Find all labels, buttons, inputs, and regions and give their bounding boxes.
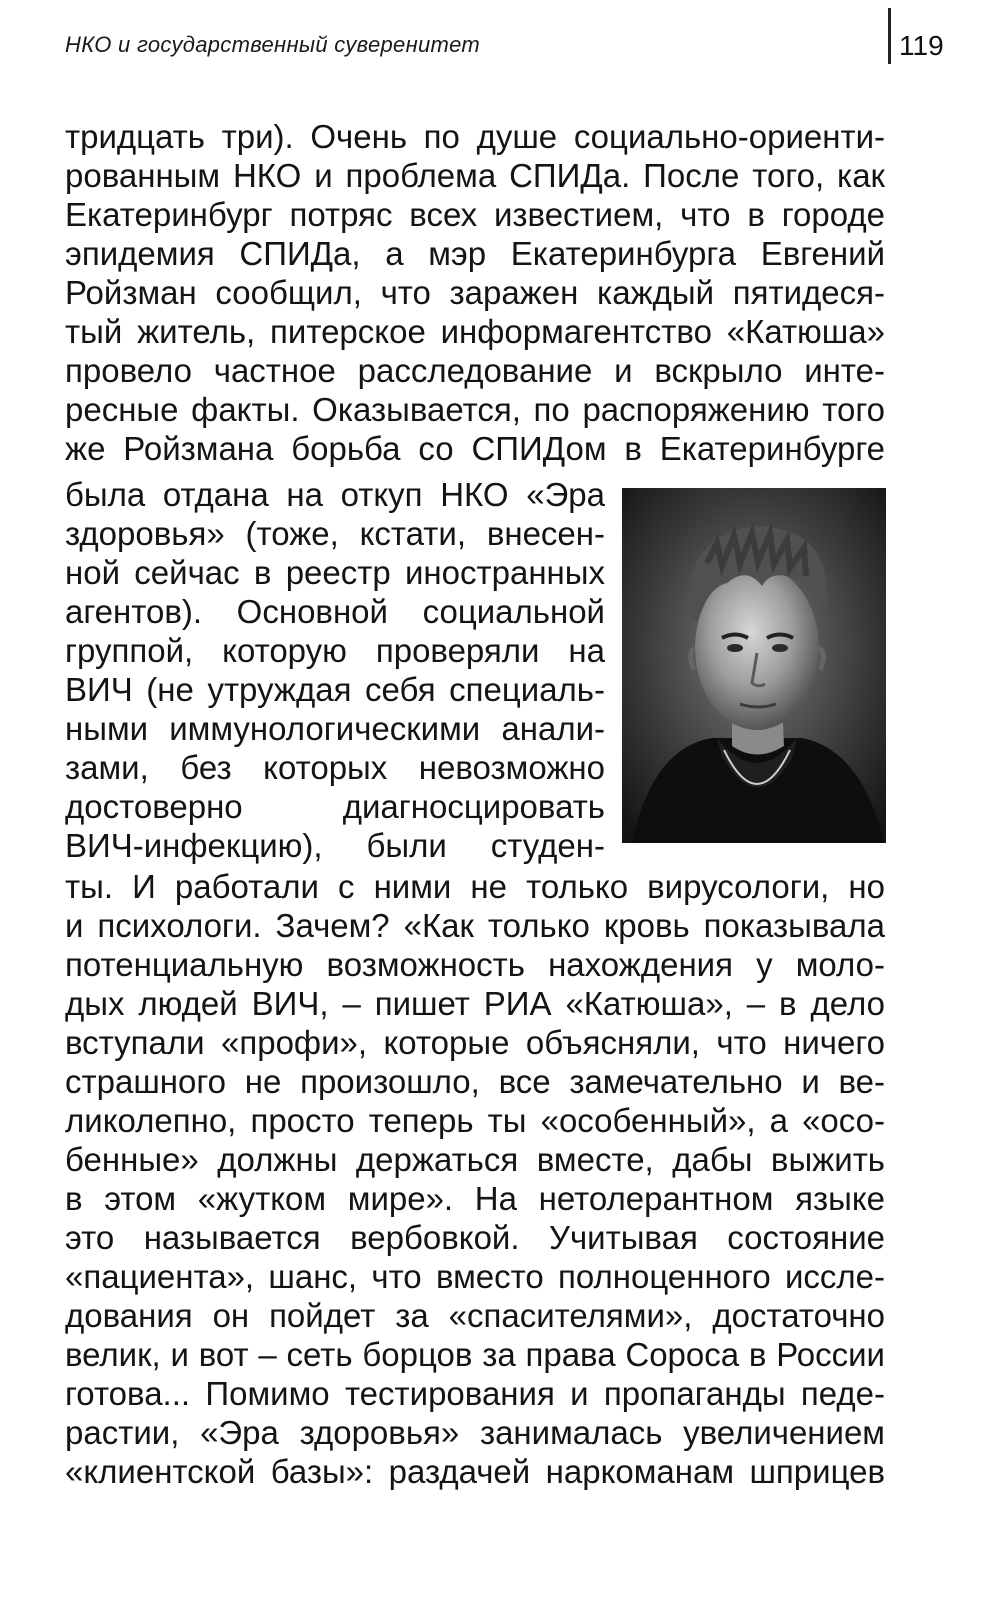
text-line: «пациента», шанс, что вместо полноценного иссле- bbox=[65, 1258, 885, 1295]
text-line: вступали «профи», которые объясняли, что ничего bbox=[65, 1024, 885, 1061]
text-line: в этом «жутком мире». На нетолерантном языке bbox=[65, 1180, 885, 1217]
header-divider bbox=[888, 8, 891, 64]
text-line: страшного не произошло, все замечательно и ве- bbox=[65, 1063, 885, 1100]
text-line: же Ройзмана борьба со СПИДом в Екатеринбурге bbox=[65, 430, 885, 467]
text-line: дых людей ВИЧ, – пишет РИА «Катюша», – в дело bbox=[65, 985, 885, 1022]
text-line: Екатеринбург потряс всех известием, что в городе bbox=[65, 196, 885, 233]
page-number: 119 bbox=[899, 30, 944, 61]
text-line: группой, которую проверяли на bbox=[65, 632, 605, 669]
text-line: агентов). Основной социальной bbox=[65, 593, 605, 630]
text-line: была отдана на откуп НКО «Эра bbox=[65, 476, 605, 513]
text-line: ной сейчас в реестр иностранных bbox=[65, 554, 605, 591]
text-line: рованным НКО и проблема СПИДа. После того, как bbox=[65, 157, 885, 194]
text-line: готова... Помимо тестирования и пропаганды педе- bbox=[65, 1375, 885, 1412]
running-title: НКО и государственный суверенитет bbox=[65, 32, 481, 57]
text-line: ресные факты. Оказывается, по распоряжению того bbox=[65, 391, 885, 428]
portrait-photo bbox=[622, 488, 886, 843]
text-line: растии, «Эра здоровья» занималась увеличением bbox=[65, 1414, 885, 1451]
text-line: это называется вербовкой. Учитывая состояние bbox=[65, 1219, 885, 1256]
text-line: «клиентской базы»: раздачей наркоманам шприцев bbox=[65, 1453, 885, 1490]
portrait-illustration bbox=[622, 488, 886, 843]
text-line: Ройзман сообщил, что заражен каждый пятидеся- bbox=[65, 274, 885, 311]
text-line: потенциальную возможность нахождения у моло- bbox=[65, 946, 885, 983]
text-line: ными иммунологическими анали- bbox=[65, 710, 605, 747]
text-line: зами, без которых невозможно bbox=[65, 749, 605, 786]
text-line: ВИЧ-инфекцию), были студен- bbox=[65, 827, 605, 864]
text-line: ты. И работали с ними не только вирусологи, но bbox=[65, 868, 885, 905]
text-line: эпидемия СПИДа, а мэр Екатеринбурга Евгений bbox=[65, 235, 885, 272]
text-line: достоверно диагносцировать bbox=[65, 788, 605, 825]
text-line: ВИЧ (не утруждая себя специаль- bbox=[65, 671, 605, 708]
text-line: тридцать три). Очень по душе социально-ориенти- bbox=[65, 118, 885, 155]
text-line: бенные» должны держаться вместе, дабы выжить bbox=[65, 1141, 885, 1178]
text-line: провело частное расследование и вскрыло инте- bbox=[65, 352, 885, 389]
text-line: дования он пойдет за «спасителями», достаточно bbox=[65, 1297, 885, 1334]
text-line: велик, и вот – сеть борцов за права Сороса в России bbox=[65, 1336, 885, 1373]
text-line: ликолепно, просто теперь ты «особенный», а «осо- bbox=[65, 1102, 885, 1139]
text-line: и психологи. Зачем? «Как только кровь показывала bbox=[65, 907, 885, 944]
text-line: тый житель, питерское информагентство «Катюша» bbox=[65, 313, 885, 350]
text-line: здоровья» (тоже, кстати, внесен- bbox=[65, 515, 605, 552]
